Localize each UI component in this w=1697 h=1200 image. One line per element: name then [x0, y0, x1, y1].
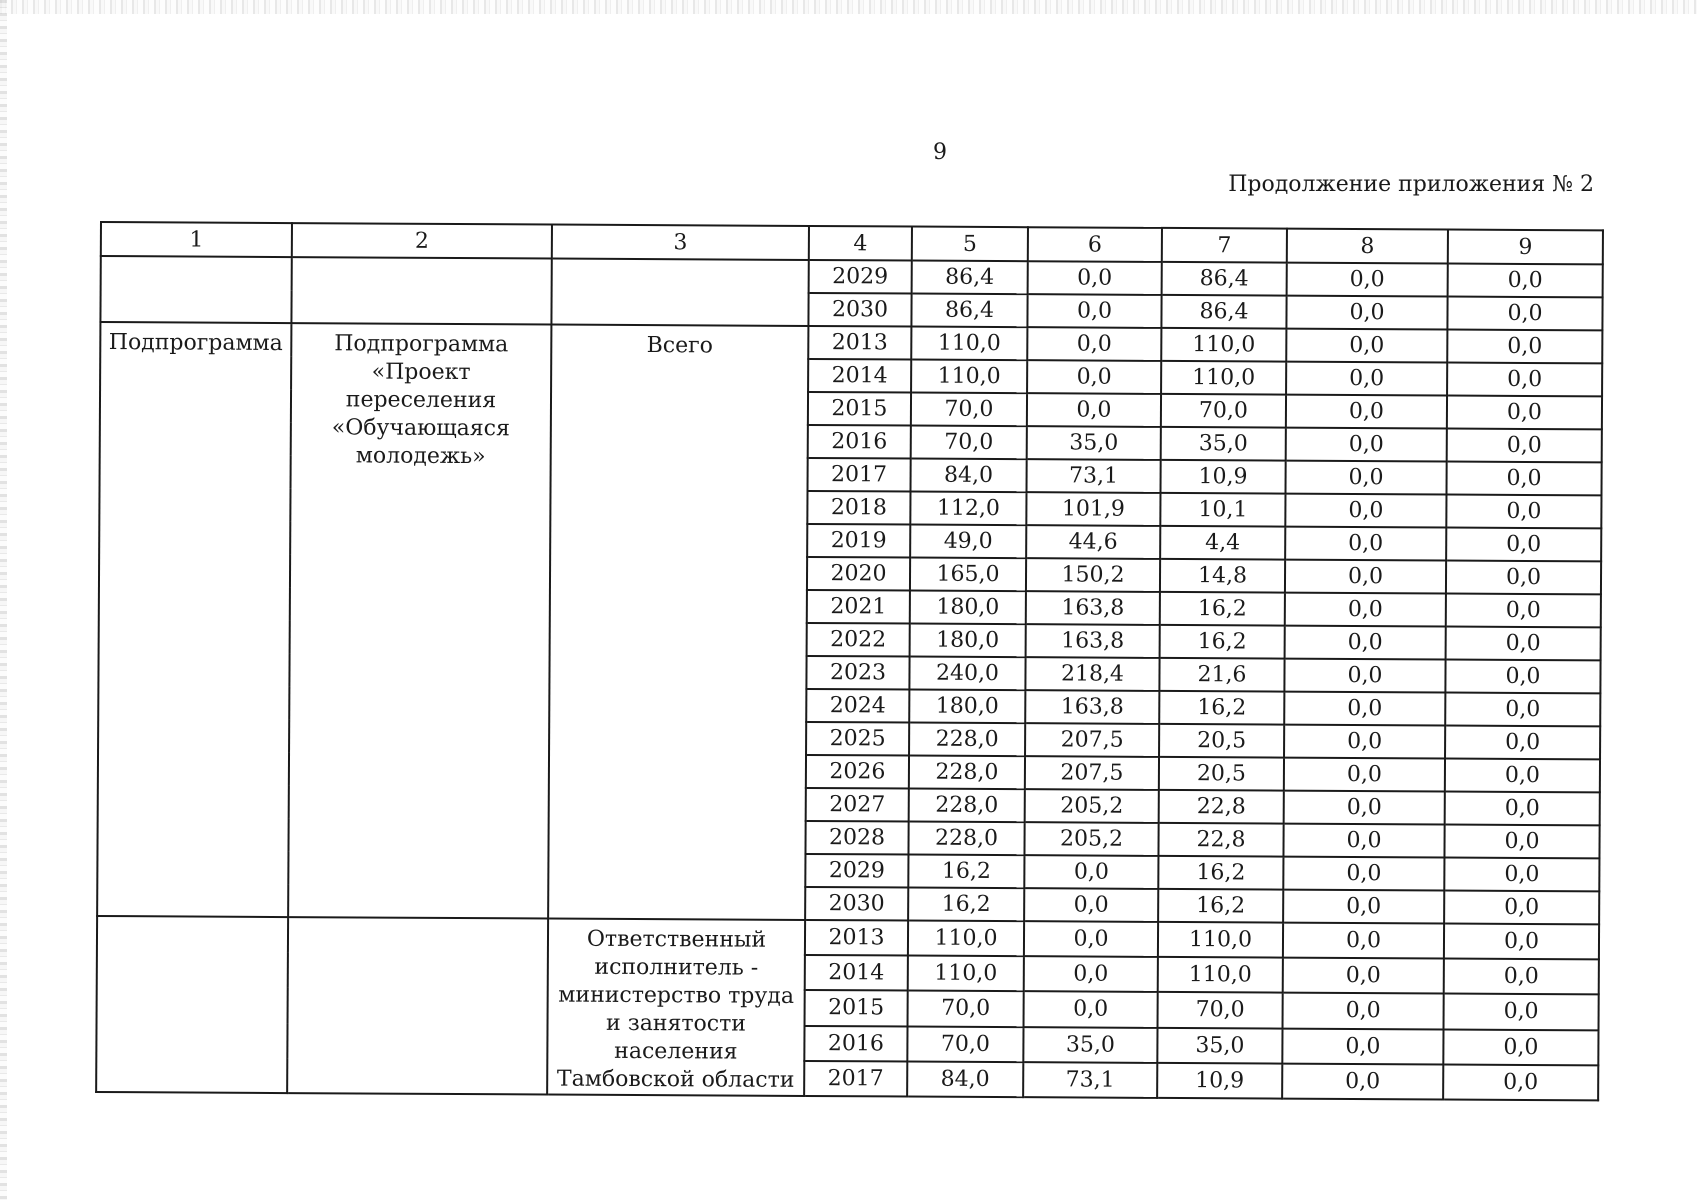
total-amount-cell: 110,0: [908, 921, 1024, 957]
program-name-cell: Подпрограмма «Проект переселения «Обучающаяся молодежь»: [288, 323, 551, 918]
federal-budget-cell: 218,4: [1025, 657, 1159, 691]
year-cell: 2024: [806, 689, 909, 723]
year-cell: 2025: [806, 722, 909, 756]
total-amount-cell: 84,0: [911, 459, 1027, 493]
regional-budget-cell: 35,0: [1157, 1027, 1282, 1063]
status-cell: Подпрограмма: [97, 322, 291, 917]
local-budget-cell: 0,0: [1285, 527, 1446, 561]
federal-budget-cell: 73,1: [1023, 1062, 1157, 1098]
year-cell: 2027: [806, 788, 909, 822]
federal-budget-cell: 35,0: [1023, 1027, 1157, 1063]
federal-budget-cell: 163,8: [1026, 591, 1160, 625]
total-amount-cell: 228,0: [909, 789, 1025, 823]
total-amount-cell: 180,0: [910, 624, 1026, 658]
table-row: [100, 322, 1602, 363]
funding-source-cell: Всего: [548, 325, 808, 920]
regional-budget-cell: 110,0: [1161, 361, 1286, 395]
year-cell: 2016: [808, 425, 911, 459]
regional-budget-cell: 22,8: [1159, 790, 1284, 824]
local-budget-cell: 0,0: [1284, 692, 1445, 726]
local-budget-cell: 0,0: [1283, 890, 1444, 924]
federal-budget-cell: 163,8: [1025, 690, 1159, 724]
extrabudgetary-cell: 0,0: [1447, 429, 1602, 463]
extrabudgetary-cell: 0,0: [1445, 726, 1600, 760]
local-budget-cell: 0,0: [1286, 296, 1447, 330]
year-cell: 2026: [806, 755, 909, 789]
regional-budget-cell: 16,2: [1159, 691, 1284, 725]
local-budget-cell: 0,0: [1282, 1063, 1443, 1099]
extrabudgetary-cell: 0,0: [1446, 594, 1601, 628]
local-budget-cell: 0,0: [1284, 725, 1445, 759]
year-cell: 2019: [807, 524, 910, 558]
extrabudgetary-cell: 0,0: [1446, 495, 1601, 529]
local-budget-cell: 0,0: [1283, 958, 1444, 994]
federal-budget-cell: 73,1: [1026, 459, 1160, 493]
regional-budget-cell: 16,2: [1160, 592, 1285, 626]
status-cell: [100, 256, 291, 323]
extrabudgetary-cell: 0,0: [1445, 693, 1600, 727]
extrabudgetary-cell: 0,0: [1446, 462, 1601, 496]
federal-budget-cell: 101,9: [1026, 492, 1160, 526]
column-header: 6: [1028, 227, 1162, 262]
scan-edge-left: [0, 0, 7, 1200]
local-budget-cell: 0,0: [1283, 824, 1444, 858]
local-budget-cell: 0,0: [1287, 263, 1448, 297]
federal-budget-cell: 0,0: [1028, 261, 1162, 295]
regional-budget-cell: 14,8: [1160, 559, 1285, 593]
column-header: 3: [552, 225, 809, 260]
extrabudgetary-cell: 0,0: [1447, 297, 1602, 331]
regional-budget-cell: 10,9: [1157, 1063, 1282, 1099]
year-cell: 2023: [806, 656, 909, 690]
program-name-cell: [291, 257, 551, 324]
total-amount-cell: 70,0: [911, 393, 1027, 427]
federal-budget-cell: 0,0: [1027, 360, 1161, 394]
regional-budget-cell: 20,5: [1159, 757, 1284, 791]
extrabudgetary-cell: 0,0: [1444, 959, 1599, 995]
year-cell: 2017: [808, 458, 911, 492]
year-cell: 2013: [808, 326, 911, 360]
table-row: [101, 256, 1603, 297]
total-amount-cell: 228,0: [909, 756, 1025, 790]
regional-budget-cell: 86,4: [1161, 295, 1286, 329]
federal-budget-cell: 0,0: [1024, 992, 1158, 1028]
year-cell: 2015: [805, 990, 908, 1026]
regional-budget-cell: 35,0: [1161, 427, 1286, 461]
regional-budget-cell: 70,0: [1158, 992, 1283, 1028]
extrabudgetary-cell: 0,0: [1447, 396, 1602, 430]
extrabudgetary-cell: 0,0: [1444, 891, 1599, 925]
regional-budget-cell: 16,2: [1158, 856, 1283, 890]
regional-budget-cell: 70,0: [1161, 394, 1286, 428]
local-budget-cell: 0,0: [1283, 993, 1444, 1029]
column-header: 4: [809, 226, 912, 261]
regional-budget-cell: 4,4: [1160, 526, 1285, 560]
year-cell: 2029: [805, 854, 908, 888]
local-budget-cell: 0,0: [1282, 1028, 1443, 1064]
regional-budget-cell: 16,2: [1158, 889, 1283, 923]
year-cell: 2015: [808, 392, 911, 426]
column-header: 8: [1287, 229, 1448, 264]
year-cell: 2029: [809, 260, 912, 294]
regional-budget-cell: 22,8: [1158, 823, 1283, 857]
regional-budget-cell: 16,2: [1160, 625, 1285, 659]
total-amount-cell: 180,0: [909, 690, 1025, 724]
funding-source-cell: Ответственный исполнитель - министерство труда и занятости населения Тамбовской области: [547, 919, 805, 1096]
extrabudgetary-cell: 0,0: [1446, 528, 1601, 562]
extrabudgetary-cell: 0,0: [1448, 264, 1603, 298]
total-amount-cell: 240,0: [909, 657, 1025, 691]
federal-budget-cell: 0,0: [1024, 888, 1158, 922]
table-row: [97, 916, 1599, 960]
local-budget-cell: 0,0: [1284, 758, 1445, 792]
federal-budget-cell: 0,0: [1027, 294, 1161, 328]
extrabudgetary-cell: 0,0: [1447, 330, 1602, 364]
total-amount-cell: 86,4: [912, 261, 1028, 295]
federal-budget-cell: 205,2: [1024, 822, 1158, 856]
column-header: 7: [1162, 228, 1287, 263]
year-cell: 2016: [804, 1026, 907, 1062]
local-budget-cell: 0,0: [1284, 659, 1445, 693]
regional-budget-cell: 110,0: [1158, 922, 1283, 958]
federal-budget-cell: 150,2: [1026, 558, 1160, 592]
federal-budget-cell: 207,5: [1025, 756, 1159, 790]
total-amount-cell: 86,4: [911, 294, 1027, 328]
extrabudgetary-cell: 0,0: [1445, 759, 1600, 793]
extrabudgetary-cell: 0,0: [1446, 627, 1601, 661]
year-cell: 2018: [807, 491, 910, 525]
total-amount-cell: 165,0: [910, 558, 1026, 592]
local-budget-cell: 0,0: [1283, 857, 1444, 891]
local-budget-cell: 0,0: [1286, 329, 1447, 363]
federal-budget-cell: 44,6: [1026, 525, 1160, 559]
year-cell: 2028: [805, 821, 908, 855]
year-cell: 2017: [804, 1061, 907, 1097]
regional-budget-cell: 86,4: [1162, 262, 1287, 296]
appendix-note: Продолжение приложения № 2: [1228, 172, 1594, 197]
budget-table: [95, 221, 1604, 1101]
federal-budget-cell: 205,2: [1025, 789, 1159, 823]
total-amount-cell: 16,2: [908, 855, 1024, 889]
local-budget-cell: 0,0: [1283, 923, 1444, 959]
regional-budget-cell: 10,9: [1160, 460, 1285, 494]
regional-budget-cell: 110,0: [1161, 328, 1286, 362]
year-cell: 2020: [807, 557, 910, 591]
year-cell: 2021: [807, 590, 910, 624]
regional-budget-cell: 110,0: [1158, 957, 1283, 993]
column-header: 9: [1448, 230, 1603, 265]
total-amount-cell: 228,0: [908, 822, 1024, 856]
year-cell: 2030: [808, 293, 911, 327]
federal-budget-cell: 207,5: [1025, 723, 1159, 757]
local-budget-cell: 0,0: [1285, 461, 1446, 495]
federal-budget-cell: 0,0: [1024, 956, 1158, 992]
total-amount-cell: 16,2: [908, 888, 1024, 922]
extrabudgetary-cell: 0,0: [1447, 363, 1602, 397]
year-cell: 2022: [807, 623, 910, 657]
extrabudgetary-cell: 0,0: [1445, 660, 1600, 694]
local-budget-cell: 0,0: [1286, 428, 1447, 462]
regional-budget-cell: 20,5: [1159, 724, 1284, 758]
program-name-cell: [287, 917, 548, 1094]
regional-budget-cell: 10,1: [1160, 493, 1285, 527]
local-budget-cell: 0,0: [1286, 362, 1447, 396]
federal-budget-cell: 0,0: [1027, 327, 1161, 361]
extrabudgetary-cell: 0,0: [1444, 825, 1599, 859]
local-budget-cell: 0,0: [1285, 626, 1446, 660]
local-budget-cell: 0,0: [1284, 791, 1445, 825]
local-budget-cell: 0,0: [1286, 395, 1447, 429]
total-amount-cell: 70,0: [907, 1026, 1023, 1062]
total-amount-cell: 70,0: [908, 991, 1024, 1027]
extrabudgetary-cell: 0,0: [1445, 792, 1600, 826]
federal-budget-cell: 0,0: [1027, 393, 1161, 427]
federal-budget-cell: 0,0: [1024, 921, 1158, 957]
federal-budget-cell: 0,0: [1024, 855, 1158, 889]
total-amount-cell: 110,0: [911, 360, 1027, 394]
total-amount-cell: 228,0: [909, 723, 1025, 757]
local-budget-cell: 0,0: [1285, 593, 1446, 627]
local-budget-cell: 0,0: [1285, 494, 1446, 528]
extrabudgetary-cell: 0,0: [1446, 561, 1601, 595]
extrabudgetary-cell: 0,0: [1443, 1064, 1598, 1100]
federal-budget-cell: 35,0: [1027, 426, 1161, 460]
extrabudgetary-cell: 0,0: [1443, 1029, 1598, 1065]
year-cell: 2013: [805, 920, 908, 956]
total-amount-cell: 110,0: [908, 956, 1024, 992]
total-amount-cell: 110,0: [911, 327, 1027, 361]
status-cell: [96, 916, 288, 1093]
column-header: 5: [912, 227, 1028, 262]
local-budget-cell: 0,0: [1285, 560, 1446, 594]
scan-edge-top: [0, 0, 1697, 14]
column-header: 1: [101, 222, 292, 257]
extrabudgetary-cell: 0,0: [1444, 858, 1599, 892]
year-cell: 2030: [805, 887, 908, 921]
total-amount-cell: 84,0: [907, 1061, 1023, 1097]
federal-budget-cell: 163,8: [1026, 624, 1160, 658]
extrabudgetary-cell: 0,0: [1444, 924, 1599, 960]
extrabudgetary-cell: 0,0: [1444, 994, 1599, 1030]
column-header: 2: [292, 223, 552, 258]
total-amount-cell: 180,0: [910, 591, 1026, 625]
year-cell: 2014: [805, 955, 908, 991]
total-amount-cell: 49,0: [910, 525, 1026, 559]
funding-source-cell: [551, 259, 808, 326]
page-number: 9: [933, 140, 947, 165]
year-cell: 2014: [808, 359, 911, 393]
total-amount-cell: 70,0: [911, 426, 1027, 460]
regional-budget-cell: 21,6: [1159, 658, 1284, 692]
total-amount-cell: 112,0: [910, 492, 1026, 526]
